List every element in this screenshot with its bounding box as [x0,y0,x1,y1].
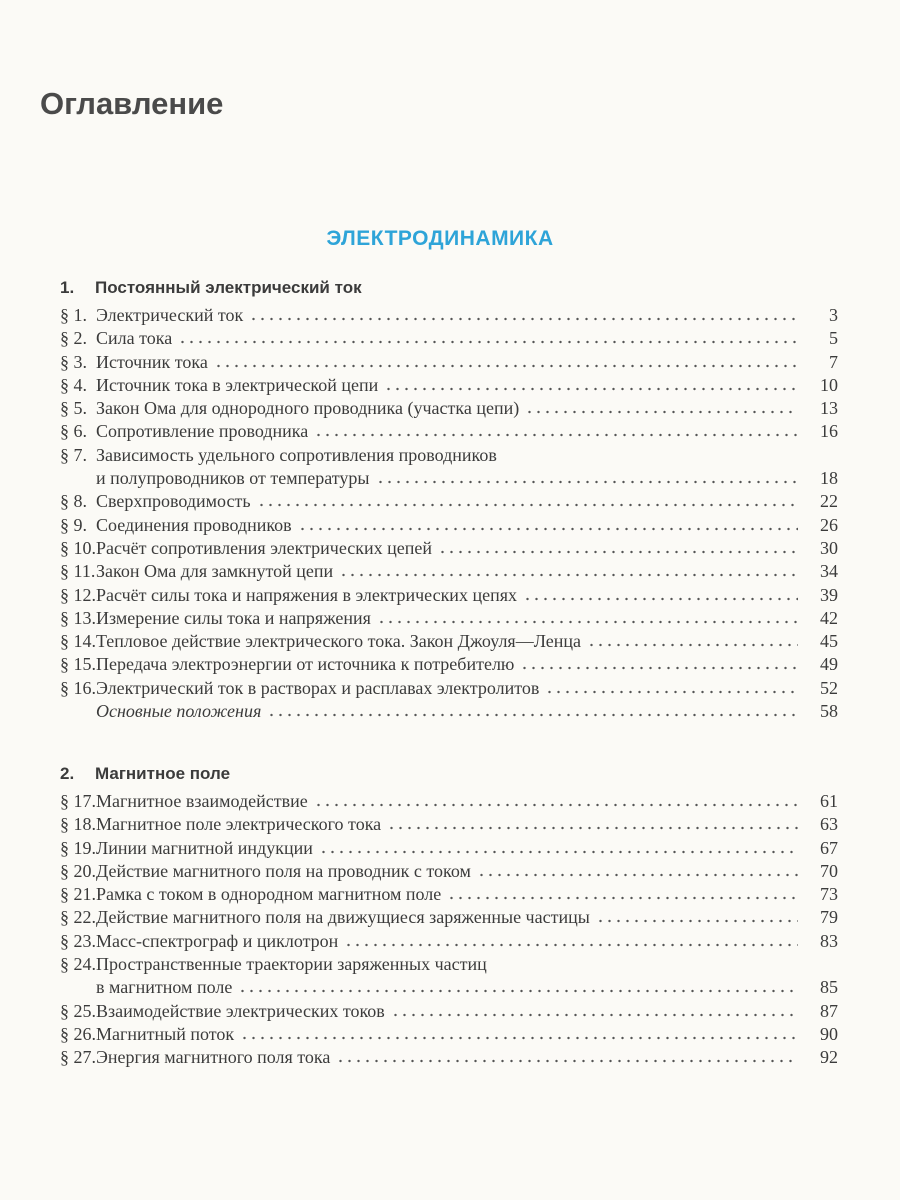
entry-page: 22 [820,491,838,512]
dot-leader [214,358,798,368]
toc-entry[interactable] [60,976,838,999]
entry-title: Основные положения [96,701,262,722]
section-title: Магнитное поле [95,764,231,783]
dot-leader [391,1007,798,1017]
entry-number: § 15. [60,654,96,675]
entry-number: § 25. [60,1000,96,1021]
toc-entry[interactable] [60,953,838,976]
entry-number: § 24. [60,954,96,975]
toc-entry[interactable] [60,677,838,700]
entry-title: Сила тока [96,328,173,349]
entry-number: § 14. [60,631,96,652]
entry-number: § 5. [60,398,87,419]
dot-leader [267,707,798,717]
dot-leader [596,913,798,923]
entry-page: 49 [820,654,838,675]
entry-page: 10 [820,374,838,395]
entry-page: 30 [820,537,838,558]
toc-entry[interactable] [60,444,838,467]
entry-page: 87 [820,1000,838,1021]
section-heading [60,763,838,790]
dot-leader [523,591,798,601]
dot-leader [298,521,798,531]
entry-title: Действие магнитного поля на движущиеся заряженные частицы [96,907,590,928]
toc-entry[interactable] [60,653,838,676]
toc-entry[interactable] [60,700,838,723]
entry-title: Закон Ома для однородного проводника (участка цепи) [96,398,520,419]
entry-number: § 26. [60,1023,96,1044]
entry-title: Магнитное поле электрического тока [96,814,382,835]
dot-leader [438,544,798,554]
dot-leader [314,797,798,807]
entry-page: 42 [820,607,838,628]
entry-number: § 20. [60,860,96,881]
dot-leader [178,334,798,344]
part-heading: ЭЛЕКТРОДИНАМИКА [326,227,554,250]
entry-title: Пространственные траектории заряженных частиц [96,954,487,975]
entry-number: § 23. [60,930,96,951]
dot-leader [257,497,798,507]
entry-number: § 9. [60,514,87,535]
entry-title: Масс-спектрограф и циклотрон [96,930,339,951]
section-title: Постоянный электрический ток [95,278,362,297]
toc-entry[interactable] [60,607,838,630]
dot-leader [525,404,798,414]
entry-title: Соединения проводников [96,514,292,535]
toc-entry[interactable] [60,584,838,607]
toc-entry[interactable] [60,397,838,420]
entry-title: Тепловое действие электрического тока. Закон Джоуля—Ленца [96,631,582,652]
entry-page: 63 [820,814,838,835]
entry-page: 90 [820,1023,838,1044]
entry-page: 67 [820,837,838,858]
entry-page: 7 [829,351,838,372]
dot-leader [545,684,798,694]
entry-number: § 2. [60,328,87,349]
entry-title: и полупроводников от температуры [96,468,370,489]
entry-title: Передача электроэнергии от источника к потребителю [96,654,515,675]
toc-entry[interactable] [60,304,838,327]
entry-title: Электрический ток [96,305,244,325]
entry-number: § 1. [60,305,87,325]
dot-leader [238,983,798,993]
entry-title: Взаимодействие электрических токов [96,1000,385,1021]
entry-title: Источник тока в электрической цепи [96,374,379,395]
section-heading [60,277,838,304]
toc-entry[interactable] [60,883,838,906]
toc-entry[interactable] [60,837,838,860]
entry-page: 85 [820,977,838,998]
dot-leader [249,311,798,321]
toc-section-2 [60,763,838,1070]
entry-page: 5 [829,328,838,349]
toc-entry[interactable] [60,374,838,397]
entry-title: Расчёт сопротивления электрических цепей [96,537,433,558]
entry-page: 52 [820,677,838,698]
dot-leader [447,890,798,900]
toc-entry[interactable] [60,560,838,583]
entry-number: § 22. [60,907,96,928]
entry-page: 16 [820,421,838,442]
toc-entry[interactable] [60,630,838,653]
entry-number: § 12. [60,584,96,605]
entry-title: Рамка с током в однородном магнитном поле [96,884,442,905]
toc-entry[interactable] [60,1023,838,1046]
entry-number: § 27. [60,1047,96,1068]
toc-entry[interactable] [60,1000,838,1023]
entry-title: Действие магнитного поля на проводник с током [96,860,471,881]
entry-page: 83 [820,930,838,951]
toc-entry[interactable] [60,351,838,374]
entry-number: § 3. [60,351,87,372]
toc-entry[interactable] [60,1046,838,1069]
toc-entry[interactable] [60,327,838,350]
toc-section-1 [60,277,838,723]
entry-number: § 8. [60,491,87,512]
entry-number: § 11. [60,561,96,582]
entry-page: 70 [820,860,838,881]
toc-entry[interactable] [60,906,838,929]
entry-page: 13 [820,398,838,419]
dot-leader [377,614,798,624]
entry-page: 3 [829,305,838,325]
toc-entry[interactable] [60,813,838,836]
entry-number: § 7. [60,444,87,465]
dot-leader [477,867,798,877]
toc-entry[interactable] [60,790,838,813]
entry-page: 58 [820,701,838,722]
entry-number: § 10. [60,537,96,558]
entry-page: 26 [820,514,838,535]
entry-title: Зависимость удельного сопротивления проводников [96,444,497,465]
dot-leader [319,844,798,854]
dot-leader [339,567,798,577]
dot-leader [387,820,798,830]
entry-page: 45 [820,631,838,652]
entry-title: Магнитное взаимодействие [96,791,308,811]
entry-title: Сверхпроводимость [96,491,251,512]
entry-page: 73 [820,884,838,905]
dot-leader [314,427,798,437]
entry-page: 34 [820,561,838,582]
entry-title: Сопротивление проводника [96,421,309,442]
page-title: Оглавление [40,86,224,121]
entry-page: 79 [820,907,838,928]
entry-number: § 16. [60,677,96,698]
entry-title: в магнитном поле [96,977,233,998]
dot-leader [384,381,798,391]
dot-leader [587,637,798,647]
section-number: 2. [60,764,75,783]
entry-page: 92 [820,1047,838,1068]
toc-entry[interactable] [60,860,838,883]
toc-entry[interactable] [60,467,838,490]
entry-title: Электрический ток в растворах и расплавах электролитов [96,677,540,698]
toc-entry[interactable] [60,930,838,953]
entry-title: Измерение силы тока и напряжения [96,607,371,628]
toc-entry[interactable] [60,537,838,560]
section-number: 1. [60,278,75,297]
entry-number: § 17. [60,791,96,811]
entry-number: § 19. [60,837,96,858]
entry-number: § 18. [60,814,96,835]
entry-title: Магнитный поток [96,1023,235,1044]
entry-number: § 4. [60,374,87,395]
dot-leader [336,1053,798,1063]
dot-leader [520,660,798,670]
toc-entry[interactable] [60,490,838,513]
entry-page: 18 [820,468,838,489]
entry-title: Закон Ома для замкнутой цепи [96,561,334,582]
toc-entry[interactable] [60,420,838,443]
entry-title: Линии магнитной индукции [96,837,313,858]
dot-leader [344,937,798,947]
entry-title: Энергия магнитного поля тока [96,1047,331,1068]
dot-leader [376,474,799,484]
entry-number: § 13. [60,607,96,628]
entry-page: 61 [820,791,838,811]
entry-title: Источник тока [96,351,208,372]
entry-number: § 21. [60,884,96,905]
dot-leader [240,1030,798,1040]
entry-number: § 6. [60,421,87,442]
entry-title: Расчёт силы тока и напряжения в электрических цепях [96,584,517,605]
entry-page: 39 [820,584,838,605]
toc-entry[interactable] [60,514,838,537]
